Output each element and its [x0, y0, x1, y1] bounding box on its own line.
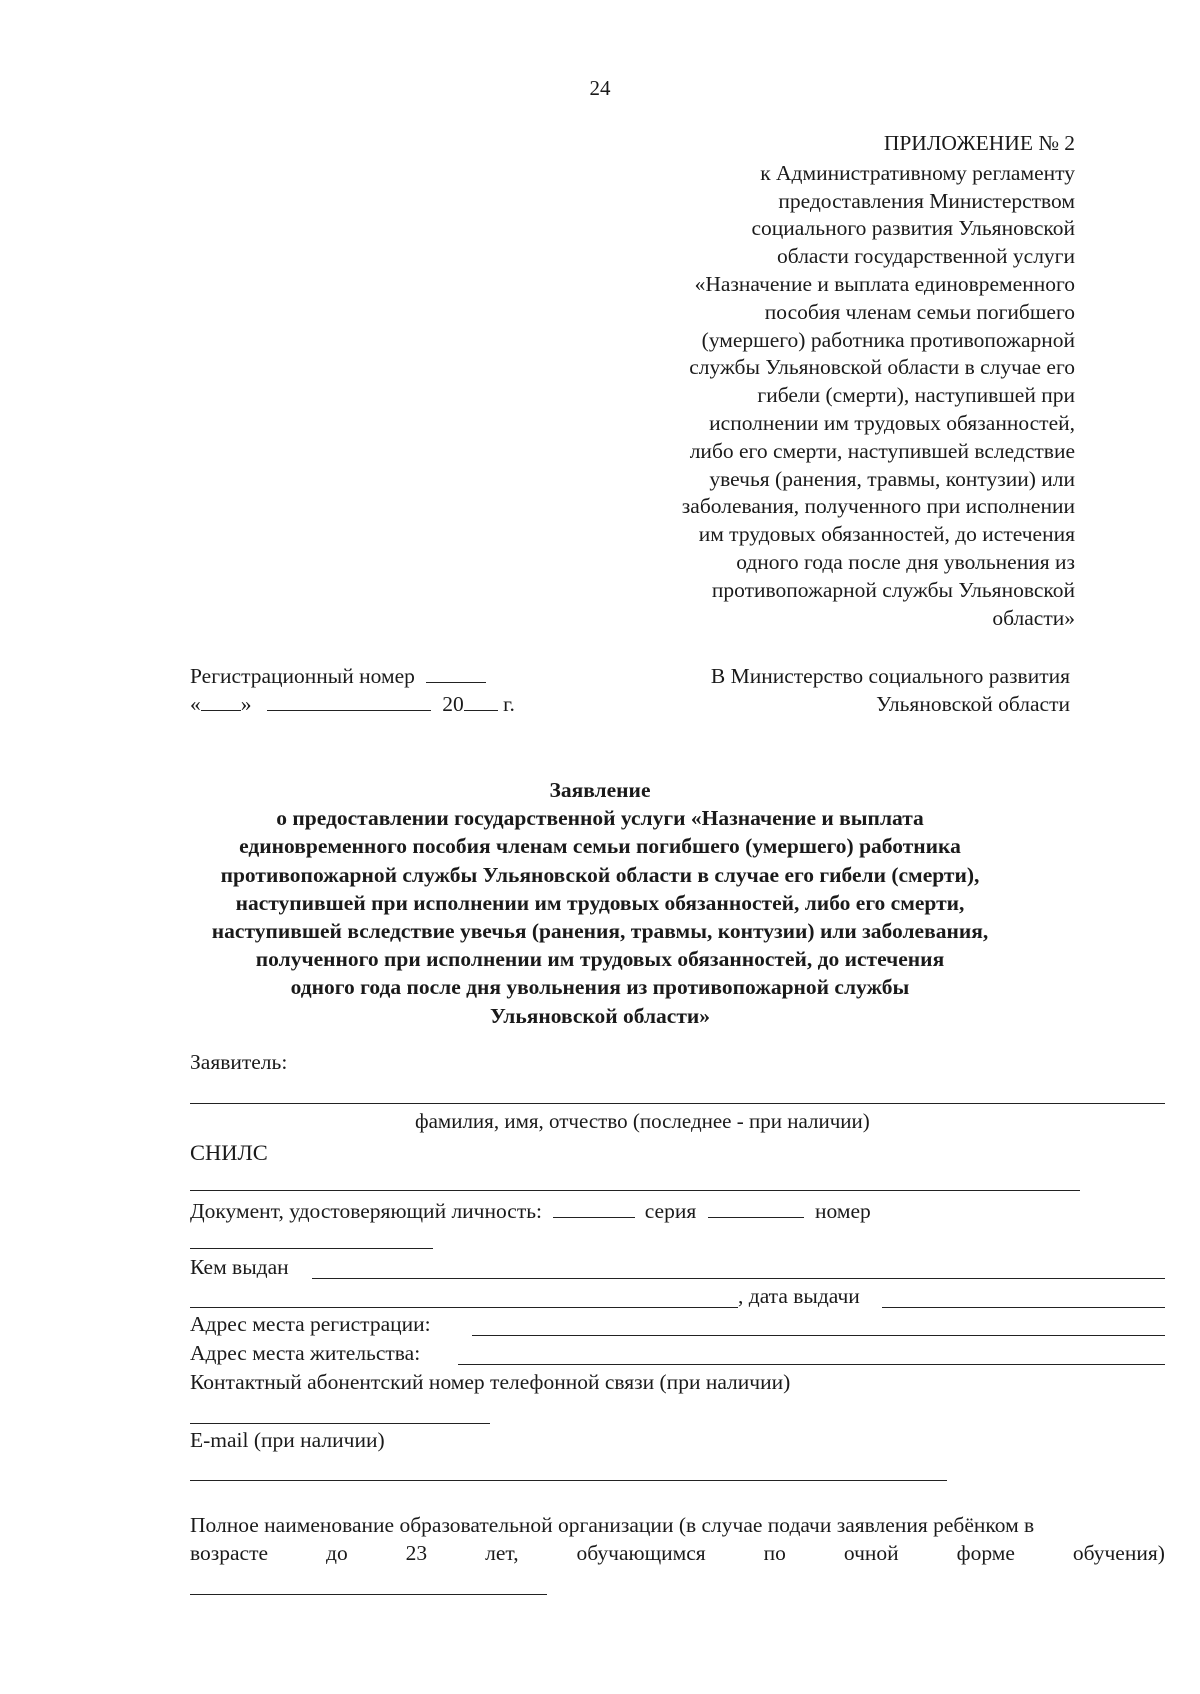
registration-number-label: Регистрационный номер [190, 664, 415, 688]
title-line: Ульяновской области» [489, 1003, 711, 1028]
edu-org-word: по [763, 1541, 786, 1565]
appendix-line: предоставления Министерством [778, 188, 1075, 213]
page-number: 24 [589, 76, 611, 100]
phone-label: Контактный абонентский номер телефонной связи (при наличии) [190, 1370, 791, 1394]
appendix-line: социального развития Ульяновской [751, 216, 1075, 241]
appendix-line: службы Ульяновской области в случае его [689, 355, 1075, 380]
appendix-header [555, 130, 1075, 632]
registration-number-field[interactable] [426, 662, 486, 683]
edu-org-word: лет, [485, 1541, 519, 1565]
recipient-line: Ульяновской области [876, 692, 1070, 716]
number-label: номер [815, 1199, 871, 1223]
live-address-label: Адрес места жительства: [190, 1341, 421, 1365]
series-field[interactable] [708, 1197, 804, 1218]
email-label: E-mail (при наличии) [190, 1428, 385, 1452]
title-line: Заявление [549, 778, 651, 802]
edu-org-word: обучения) [1072, 1541, 1165, 1565]
registration-year-field[interactable] [464, 690, 498, 711]
title-line: противопожарной службы Ульяновской области в случае его гибели (смерти), [220, 862, 980, 887]
recipient-line: В Министерство социального развития [710, 664, 1070, 688]
registration-date-row [190, 690, 515, 718]
issue-date-field[interactable] [882, 1307, 1165, 1308]
appendix-line: исполнении им трудовых обязанностей, [709, 410, 1075, 435]
appendix-line: «Назначение и выплата единовременного [694, 271, 1075, 296]
id-document-label: Документ, удостоверяющий личность: [190, 1199, 542, 1223]
registration-number-row [190, 662, 515, 690]
edu-org-word: очной [843, 1541, 899, 1565]
appendix-line: противопожарной службы Ульяновской [711, 577, 1075, 602]
appendix-line: гибели (смерти), наступившей при [757, 383, 1075, 408]
applicant-label: Заявитель: [190, 1050, 288, 1074]
edu-org-word: форме [956, 1541, 1015, 1565]
appendix-line: одного года после дня увольнения из [736, 549, 1075, 574]
issued-by-field-continued[interactable] [190, 1307, 738, 1308]
title-line: наступившей вследствие увечья (ранения, травмы, контузии) или заболевания, [211, 919, 989, 944]
issued-by-label: Кем выдан [190, 1255, 289, 1279]
title-line: единовременного пособия членам семьи погибшего (умершего) работника [239, 834, 961, 859]
edu-org-field[interactable] [190, 1594, 547, 1595]
edu-org-word: до [326, 1541, 348, 1565]
year-suffix: г. [503, 692, 515, 716]
title-line: одного года после дня увольнения из противопожарной службы [290, 975, 910, 1000]
reg-address-field[interactable] [472, 1335, 1165, 1336]
applicant-name-field[interactable] [190, 1103, 1165, 1104]
series-label: серия [644, 1199, 697, 1223]
registration-day-field[interactable] [201, 690, 241, 711]
year-prefix: 20 [442, 692, 464, 716]
appendix-line: пособия членам семьи погибшего [764, 299, 1075, 324]
snils-field[interactable] [190, 1190, 1080, 1191]
title-line: о предоставлении государственной услуги «Назначение и выплата [276, 806, 924, 831]
id-document-type-field[interactable] [553, 1197, 635, 1218]
registration-month-field[interactable] [267, 690, 431, 711]
appendix-line: (умершего) работника противопожарной [701, 327, 1075, 352]
id-document-row [190, 1197, 871, 1224]
registration-block [190, 662, 515, 718]
edu-org-label: Полное наименование образовательной организации (в случае подачи заявления ребёнком в [190, 1513, 1035, 1537]
fio-caption: фамилия, имя, отчество (последнее - при наличии) [415, 1109, 870, 1133]
appendix-line: ПРИЛОЖЕНИЕ № 2 [883, 131, 1075, 155]
edu-org-word: 23 [405, 1541, 428, 1565]
email-field[interactable] [190, 1480, 947, 1481]
snils-label: СНИЛС [190, 1140, 268, 1165]
number-field[interactable] [190, 1248, 433, 1249]
quote-close: » [240, 692, 252, 716]
edu-org-word: возрасте [190, 1541, 269, 1565]
appendix-line: увечья (ранения, травмы, контузии) или [709, 466, 1075, 491]
appendix-line: области» [992, 605, 1075, 630]
quote-open: « [190, 692, 201, 716]
issued-by-field[interactable] [312, 1278, 1165, 1279]
live-address-field[interactable] [458, 1364, 1165, 1365]
edu-org-label-line2 [190, 1541, 1165, 1566]
phone-field[interactable] [190, 1423, 490, 1424]
appendix-line: области государственной услуги [777, 244, 1075, 269]
appendix-line: к Административному регламенту [760, 160, 1075, 185]
recipient-block [711, 662, 1070, 718]
issue-date-label: , дата выдачи [738, 1284, 860, 1308]
appendix-line: заболевания, полученного при исполнении [681, 494, 1075, 519]
reg-address-label: Адрес места регистрации: [190, 1312, 431, 1336]
appendix-line: либо его смерти, наступившей вследствие [689, 438, 1075, 463]
edu-org-word: обучающимся [576, 1541, 706, 1565]
title-line: полученного при исполнении им трудовых обязанностей, до истечения [255, 947, 945, 972]
title-line: наступившей при исполнении им трудовых обязанностей, либо его смерти, [235, 890, 965, 915]
document-title [0, 776, 1200, 1030]
appendix-line: им трудовых обязанностей, до истечения [698, 522, 1075, 547]
